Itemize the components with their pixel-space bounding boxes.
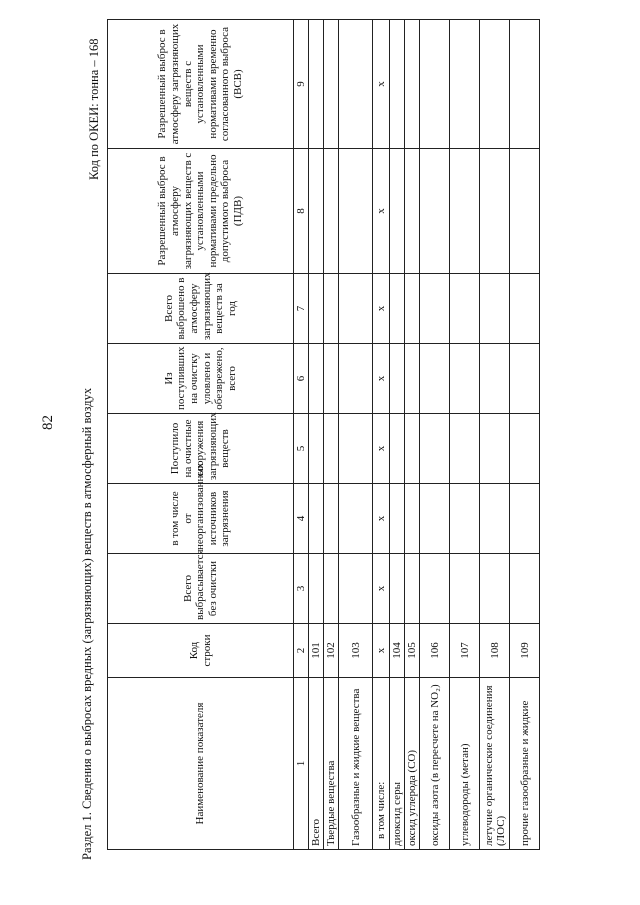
value-cell bbox=[480, 149, 510, 274]
value-cell bbox=[339, 344, 373, 414]
column-number: 6 bbox=[294, 344, 309, 414]
value-cell bbox=[510, 414, 540, 484]
value-cell bbox=[324, 484, 339, 554]
table-row bbox=[480, 20, 510, 850]
row-name: прочие газообразные и жидкие bbox=[510, 678, 540, 850]
row-code: 106 bbox=[420, 624, 450, 678]
column-number: 9 bbox=[294, 20, 309, 149]
table-row bbox=[373, 20, 390, 850]
row-name: Твердые вещества bbox=[324, 678, 339, 850]
column-number: 7 bbox=[294, 274, 309, 344]
row-name: оксиды азота (в пересчете на NO₂) bbox=[420, 678, 450, 850]
value-cell bbox=[480, 344, 510, 414]
value-cell: х bbox=[373, 274, 390, 344]
value-cell bbox=[339, 414, 373, 484]
header-cell: Разрешенный выброс в атмосферу загрязняющих веществ с установленными нормативами временно согласованного выброса (ВСВ) bbox=[108, 20, 294, 149]
row-code: 101 bbox=[309, 624, 324, 678]
row-name: диоксид серы bbox=[390, 678, 405, 850]
value-cell bbox=[420, 554, 450, 624]
value-cell: х bbox=[373, 20, 390, 149]
header-row bbox=[108, 20, 294, 850]
value-cell bbox=[510, 554, 540, 624]
value-cell bbox=[510, 484, 540, 554]
page-number: 82 bbox=[40, 415, 56, 430]
value-cell bbox=[420, 344, 450, 414]
row-name: Всего bbox=[309, 678, 324, 850]
value-cell bbox=[405, 344, 420, 414]
value-cell: х bbox=[373, 344, 390, 414]
column-number: 8 bbox=[294, 149, 309, 274]
value-cell bbox=[339, 484, 373, 554]
header-cell: Наименование показателя bbox=[108, 678, 294, 850]
value-cell bbox=[405, 274, 420, 344]
row-code: 105 bbox=[405, 624, 420, 678]
value-cell bbox=[480, 274, 510, 344]
okei-code: Код по ОКЕИ: тонна – 168 bbox=[87, 38, 101, 180]
value-cell bbox=[510, 20, 540, 149]
value-cell bbox=[450, 149, 480, 274]
table-row bbox=[390, 20, 405, 850]
value-cell bbox=[405, 554, 420, 624]
column-number-row bbox=[294, 20, 309, 850]
row-name: летучие органические соединения (ЛОС) bbox=[480, 678, 510, 850]
value-cell bbox=[450, 344, 480, 414]
value-cell bbox=[339, 149, 373, 274]
value-cell bbox=[450, 20, 480, 149]
column-number: 1 bbox=[294, 678, 309, 850]
value-cell: х bbox=[373, 554, 390, 624]
value-cell bbox=[324, 414, 339, 484]
value-cell bbox=[450, 414, 480, 484]
table-row bbox=[339, 20, 373, 850]
value-cell bbox=[405, 484, 420, 554]
row-name: оксид углерода (СО) bbox=[405, 678, 420, 850]
value-cell bbox=[390, 554, 405, 624]
value-cell bbox=[450, 484, 480, 554]
emissions-table bbox=[107, 19, 540, 850]
value-cell bbox=[390, 20, 405, 149]
value-cell bbox=[324, 274, 339, 344]
value-cell bbox=[309, 554, 324, 624]
row-code: 107 bbox=[450, 624, 480, 678]
header-cell: в том числе от неорганизованных источников загрязнения bbox=[108, 484, 294, 554]
column-number: 5 bbox=[294, 414, 309, 484]
value-cell bbox=[390, 344, 405, 414]
value-cell: х bbox=[373, 484, 390, 554]
value-cell bbox=[309, 344, 324, 414]
row-code: 104 bbox=[390, 624, 405, 678]
emissions-table-wrapper bbox=[107, 20, 531, 850]
value-cell bbox=[450, 554, 480, 624]
value-cell bbox=[480, 484, 510, 554]
value-cell bbox=[420, 484, 450, 554]
header-cell: Всего выброшено в атмосферу загрязняющих веществ за год bbox=[108, 274, 294, 344]
value-cell bbox=[309, 274, 324, 344]
value-cell bbox=[450, 274, 480, 344]
row-code: х bbox=[373, 624, 390, 678]
value-cell bbox=[480, 20, 510, 149]
value-cell bbox=[510, 149, 540, 274]
row-code: 109 bbox=[510, 624, 540, 678]
value-cell bbox=[480, 554, 510, 624]
column-number: 2 bbox=[294, 624, 309, 678]
column-number: 3 bbox=[294, 554, 309, 624]
table-row bbox=[510, 20, 540, 850]
value-cell bbox=[339, 20, 373, 149]
table-row bbox=[405, 20, 420, 850]
value-cell bbox=[309, 414, 324, 484]
row-code: 108 bbox=[480, 624, 510, 678]
value-cell bbox=[309, 484, 324, 554]
table-row bbox=[309, 20, 324, 850]
value-cell bbox=[510, 274, 540, 344]
value-cell bbox=[420, 414, 450, 484]
value-cell bbox=[420, 149, 450, 274]
value-cell bbox=[405, 149, 420, 274]
value-cell bbox=[510, 344, 540, 414]
value-cell bbox=[390, 149, 405, 274]
value-cell: х bbox=[373, 414, 390, 484]
header-cell: Всего выбрасывается без очистки bbox=[108, 554, 294, 624]
value-cell bbox=[324, 344, 339, 414]
value-cell bbox=[324, 149, 339, 274]
row-code: 102 bbox=[324, 624, 339, 678]
value-cell: х bbox=[373, 149, 390, 274]
value-cell bbox=[420, 274, 450, 344]
section-title: Раздел 1. Сведения о выбросах вредных (загрязняющих) веществ в атмосферный воздух bbox=[80, 387, 94, 860]
value-cell bbox=[324, 554, 339, 624]
value-cell bbox=[405, 20, 420, 149]
value-cell bbox=[420, 20, 450, 149]
value-cell bbox=[309, 20, 324, 149]
row-code: 103 bbox=[339, 624, 373, 678]
value-cell bbox=[339, 274, 373, 344]
value-cell bbox=[390, 414, 405, 484]
row-name: Газообразные и жидкие вещества bbox=[339, 678, 373, 850]
header-cell: Код строки bbox=[108, 624, 294, 678]
table-row bbox=[324, 20, 339, 850]
value-cell bbox=[480, 414, 510, 484]
header-cell: Поступило на очистные сооружения загрязняющих веществ bbox=[108, 414, 294, 484]
table-row bbox=[450, 20, 480, 850]
row-name: углеводороды (метан) bbox=[450, 678, 480, 850]
row-name: в том числе: bbox=[373, 678, 390, 850]
value-cell bbox=[324, 20, 339, 149]
value-cell bbox=[339, 554, 373, 624]
value-cell bbox=[405, 414, 420, 484]
value-cell bbox=[309, 149, 324, 274]
table-row bbox=[420, 20, 450, 850]
value-cell bbox=[390, 484, 405, 554]
header-cell: Разрешенный выброс в атмосферу загрязняющих веществ с установленными нормативами предельно допустимого выброса (ПДВ) bbox=[108, 149, 294, 274]
value-cell bbox=[390, 274, 405, 344]
header-cell: Из поступивших на очистку уловлено и обезврежено, всего bbox=[108, 344, 294, 414]
column-number: 4 bbox=[294, 484, 309, 554]
